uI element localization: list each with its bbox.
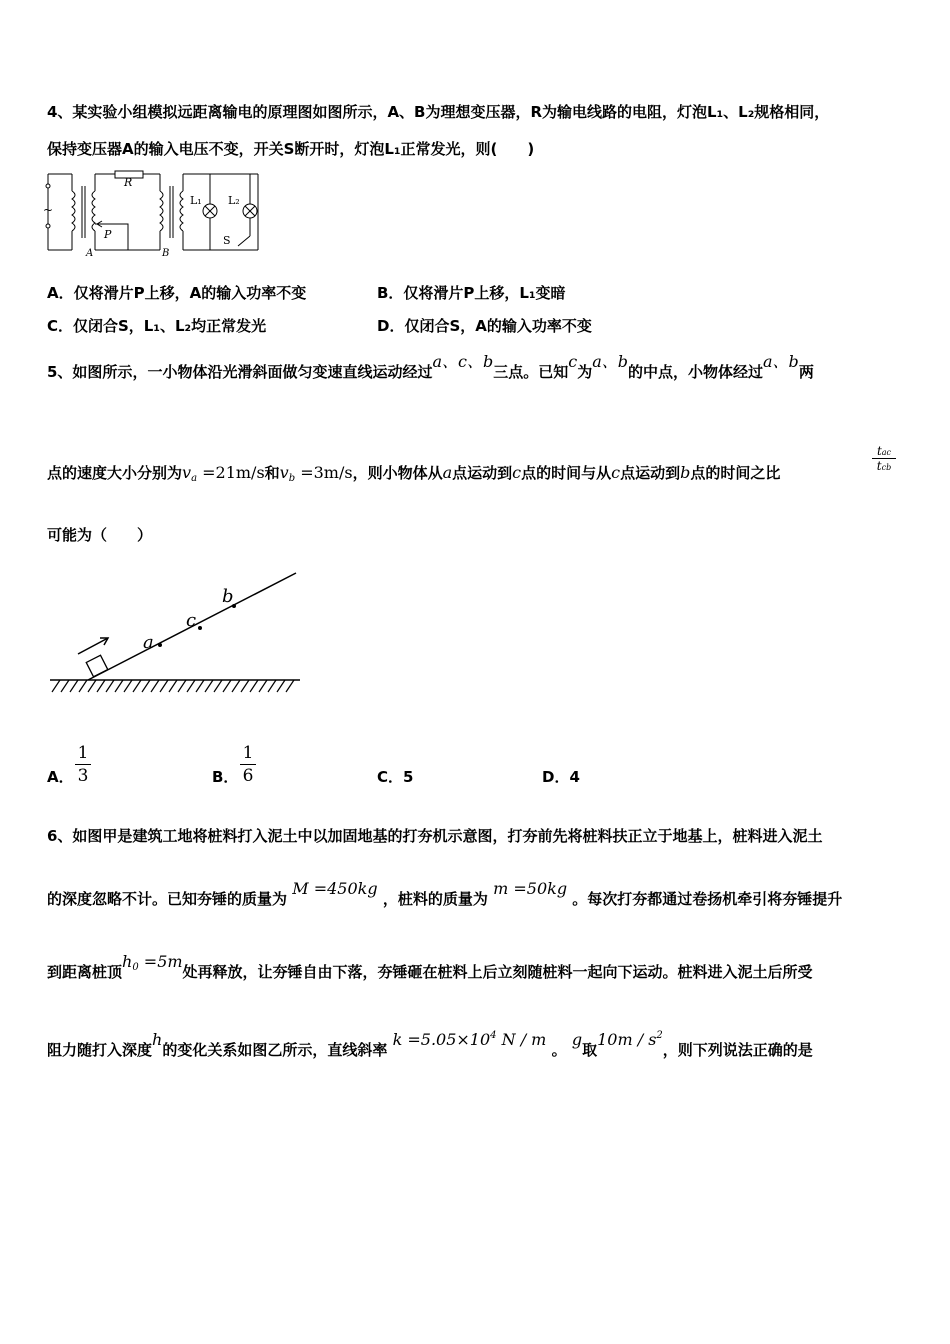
h0-subscript: 0: [132, 962, 139, 973]
q5-option-a-label[interactable]: A．: [47, 768, 74, 786]
q5-incline-figure: [50, 568, 302, 698]
q6-text: 取: [582, 1041, 598, 1059]
q5-stem-line2: [47, 463, 780, 489]
q6-text: 。每次打夯都通过卷扬机牵引将夯锤提升: [572, 890, 843, 908]
ratio-denominator: t: [876, 459, 882, 473]
ratio-numerator: t: [876, 444, 882, 458]
h0-symbol: h: [122, 952, 133, 971]
q6-stem-line1: 6、如图甲是建筑工地将桩料打入泥土中以加固地基的打夯机示意图，打夯前先将桩料扶正立于地基上，桩料进入泥土: [47, 827, 823, 845]
pile-mass: m =50kg: [493, 879, 568, 898]
q4-stem-line1: 4、某实验小组模拟远距离输电的原理图如图所示，A、B为理想变压器，R为输电线路的电阻，灯泡L₁、L₂规格相同，: [47, 103, 830, 121]
incline-point-c: c: [186, 610, 197, 631]
q5-text: 和: [264, 464, 280, 482]
q5-text: ，则小物体从: [352, 464, 443, 482]
q6-stem-line3: [47, 952, 813, 988]
q5-stem-line1: [47, 352, 814, 382]
q5-option-c[interactable]: C．5: [377, 768, 414, 786]
q5-text: 点的时间与从: [521, 464, 612, 482]
q4-option-b[interactable]: B．仅将滑片P上移，L₁变暗: [377, 284, 566, 302]
va-symbol: v: [182, 463, 192, 482]
q6-text: 阻力随打入深度: [47, 1041, 153, 1059]
lamp-l1-label: L₁: [190, 194, 202, 207]
lamp-l2-label: L₂: [228, 194, 240, 207]
q6-text: ，则下列说法正确的是: [662, 1041, 813, 1059]
q5-text: 点的速度大小分别为: [47, 464, 183, 482]
gravity-value: 10m / s: [597, 1030, 657, 1049]
hammer-mass: M =450kg: [292, 879, 378, 898]
q5-text: 的中点，小物体经过: [628, 363, 764, 381]
depth-symbol: h: [152, 1030, 163, 1049]
point-b: b: [680, 463, 691, 482]
q5-text: 点运动到: [452, 464, 513, 482]
fraction-numerator: 1: [75, 743, 91, 765]
q6-text: 处再释放，让夯锤自由下落，夯锤砸在桩料上后立刻随桩料一起向下运动。桩料进入泥土后所受: [182, 963, 813, 981]
q4-option-c[interactable]: C．仅闭合S，L₁、L₂均正常发光: [47, 317, 267, 335]
q5-text: 点的时间之比: [690, 464, 781, 482]
va-value: =21m/s: [197, 463, 265, 482]
ac-source-symbol: ~: [43, 203, 54, 217]
vb-symbol: v: [279, 463, 289, 482]
fraction-denominator: 3: [77, 766, 89, 786]
vb-subscript: b: [288, 473, 296, 484]
q5-option-a-fraction: [75, 743, 91, 786]
q5-points-ab-2: a、b: [763, 352, 799, 371]
q5-option-d[interactable]: D．4: [542, 768, 580, 786]
q4-option-d[interactable]: D．仅闭合S，A的输入功率不变: [377, 317, 592, 335]
q6-text: 的深度忽略不计。已知夯锤的质量为: [47, 890, 288, 908]
transformer-b-label: B: [162, 248, 170, 258]
ratio-denominator-sub: cb: [881, 463, 892, 472]
q5-text: 5、如图所示，一小物体沿光滑斜面做匀变速直线运动经过: [47, 363, 433, 381]
q5-text: 为: [577, 363, 593, 381]
q5-points-acb: a、c、b: [432, 352, 494, 371]
q4-circuit-diagram: [40, 166, 265, 258]
vb-value: =3m/s: [295, 463, 353, 482]
gravity-symbol: g: [571, 1030, 583, 1049]
switch-label: S: [223, 234, 231, 247]
slope-value: k =5.05×10: [392, 1030, 491, 1049]
q5-text: 两: [798, 363, 814, 381]
point-c: c: [512, 463, 522, 482]
point-a: a: [442, 463, 453, 482]
time-ratio-fraction: [872, 444, 896, 473]
q5-text: 点运动到: [620, 464, 681, 482]
fraction-numerator: 1: [240, 743, 256, 765]
q4-stem-line2: 保持变压器A的输入电压不变，开关S断开时，灯泡L₁正常发光，则( ): [47, 140, 535, 158]
q5-points-ab: a、b: [592, 352, 628, 371]
fraction-denominator: 6: [242, 766, 254, 786]
q5-stem-line3: 可能为（ ）: [47, 526, 153, 544]
transformer-a-label: A: [86, 248, 94, 258]
point-c: c: [611, 463, 621, 482]
q6-text: 。: [551, 1041, 567, 1059]
ratio-numerator-sub: ac: [881, 448, 892, 457]
h0-value: =5m: [138, 952, 183, 971]
incline-point-a: a: [143, 632, 154, 653]
incline-point-b: b: [222, 586, 234, 607]
gravity-exponent: 2: [656, 1030, 663, 1041]
q6-stem-line2: [47, 879, 843, 909]
q6-stem-line4: [47, 1030, 813, 1060]
resistor-label: R: [124, 176, 133, 189]
q5-option-b-label[interactable]: B．: [212, 768, 239, 786]
q5-option-b-fraction: [240, 743, 256, 786]
slope-exponent: 4: [490, 1030, 497, 1041]
q5-point-c: c: [568, 352, 578, 371]
slope-unit: N / m: [496, 1030, 547, 1049]
q4-option-a[interactable]: A．仅将滑片P上移，A的输入功率不变: [47, 284, 307, 302]
q6-text: ，桩料的质量为: [382, 890, 488, 908]
slider-label: P: [104, 228, 112, 241]
q6-text: 的变化关系如图乙所示，直线斜率: [162, 1041, 388, 1059]
q6-text: 到距离桩顶: [47, 963, 123, 981]
va-subscript: a: [191, 473, 198, 484]
q5-text: 三点。已知: [493, 363, 569, 381]
